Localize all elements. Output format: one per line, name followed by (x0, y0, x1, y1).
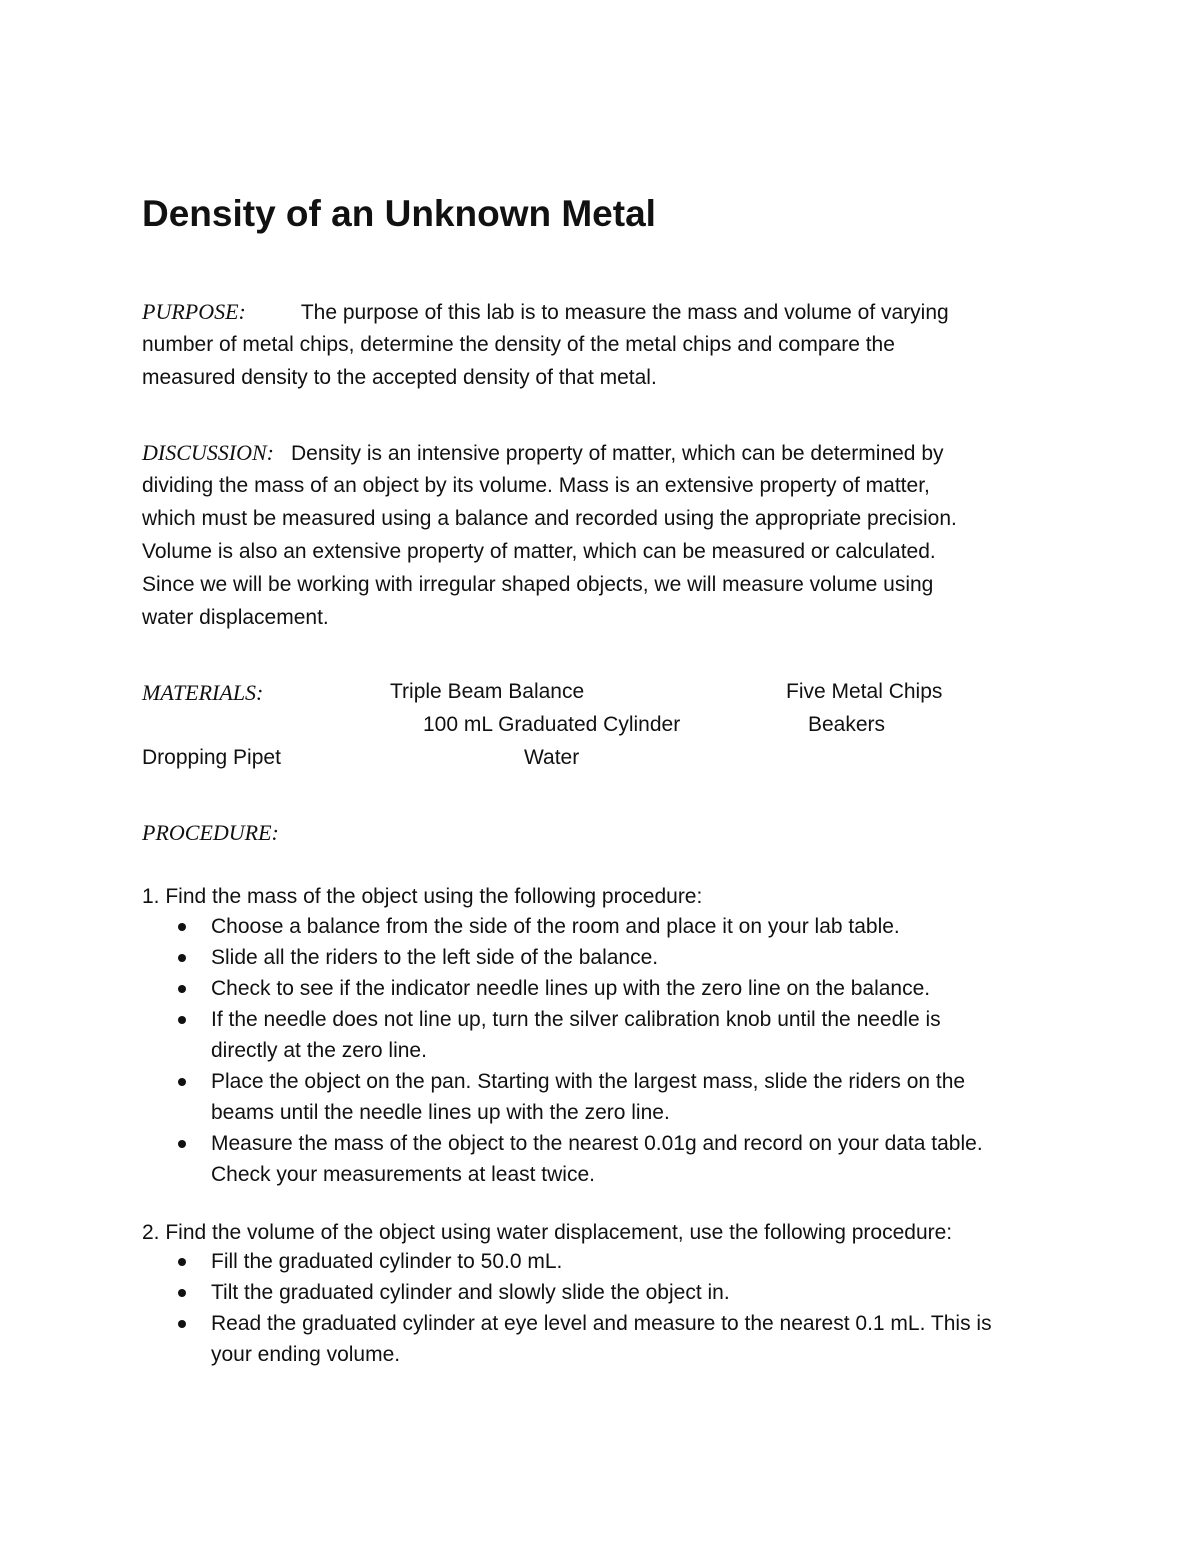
bullet-icon (178, 1289, 186, 1297)
procedure-step-1: 1. Find the mass of the object using the following procedure: (142, 885, 703, 908)
bullet-icon (178, 1016, 186, 1024)
material-item: Beakers (808, 713, 886, 736)
discussion-text: Density is an intensive property of matter, which can be determined by (291, 442, 944, 465)
discussion-section (142, 436, 1072, 634)
list-item: Read the graduated cylinder at eye level and measure to the nearest 0.1 mL. This is your ending volume. (178, 1308, 992, 1370)
material-item: 100 mL Graduated Cylinder (423, 713, 681, 736)
bullet-icon (178, 1140, 186, 1148)
discussion-text: Volume is also an extensive property of matter, which can be measured or calculated. (142, 540, 936, 563)
bullet-icon (178, 985, 186, 993)
materials-label: MATERIALS: (142, 680, 264, 705)
document-title: Density of an Unknown Metal (142, 193, 656, 234)
purpose-label: PURPOSE: (142, 299, 246, 324)
procedure-step-2: 2. Find the volume of the object using water displacement, use the following procedure: (142, 1221, 953, 1244)
step-1-bullet-list (178, 911, 983, 1190)
step-2-bullet-list (178, 1246, 992, 1370)
purpose-text: measured density to the accepted density of that metal. (142, 366, 657, 389)
list-item: Measure the mass of the object to the nearest 0.01g and record on your data table. Check your measurements at least twice. (178, 1128, 983, 1190)
list-item: Slide all the riders to the left side of the balance. (178, 942, 983, 973)
list-item: Fill the graduated cylinder to 50.0 mL. (178, 1246, 992, 1277)
bullet-icon (178, 1078, 186, 1086)
discussion-text: Since we will be working with irregular shaped objects, we will measure volume using (142, 573, 934, 596)
procedure-label: PROCEDURE: (142, 820, 279, 845)
bullet-icon (178, 954, 186, 962)
bullet-icon (178, 923, 186, 931)
list-item: If the needle does not line up, turn the silver calibration knob until the needle is directly at the zero line. (178, 1004, 983, 1066)
list-item: Place the object on the pan. Starting with the largest mass, slide the riders on the beams until the needle lines up with the zero line. (178, 1066, 983, 1128)
purpose-text: number of metal chips, determine the density of the metal chips and compare the (142, 333, 895, 356)
list-item: Check to see if the indicator needle lines up with the zero line on the balance. (178, 973, 983, 1004)
bullet-icon (178, 1258, 186, 1266)
list-item: Tilt the graduated cylinder and slowly slide the object in. (178, 1277, 992, 1308)
discussion-text: dividing the mass of an object by its volume. Mass is an extensive property of matter, (142, 474, 930, 497)
material-item: Water (524, 746, 580, 769)
discussion-text: water displacement. (142, 606, 329, 629)
material-item: Dropping Pipet (142, 746, 281, 769)
purpose-text: The purpose of this lab is to measure the mass and volume of varying (300, 301, 949, 324)
discussion-text: which must be measured using a balance and recorded using the appropriate precision. (142, 507, 957, 530)
material-item: Triple Beam Balance (390, 680, 585, 703)
discussion-line-1 (142, 436, 1072, 469)
discussion-label: DISCUSSION: (142, 440, 274, 465)
bullet-icon (178, 1320, 186, 1328)
purpose-section (142, 295, 1072, 394)
material-item: Five Metal Chips (786, 680, 943, 703)
purpose-line-1 (142, 295, 1072, 328)
list-item: Choose a balance from the side of the room and place it on your lab table. (178, 911, 983, 942)
